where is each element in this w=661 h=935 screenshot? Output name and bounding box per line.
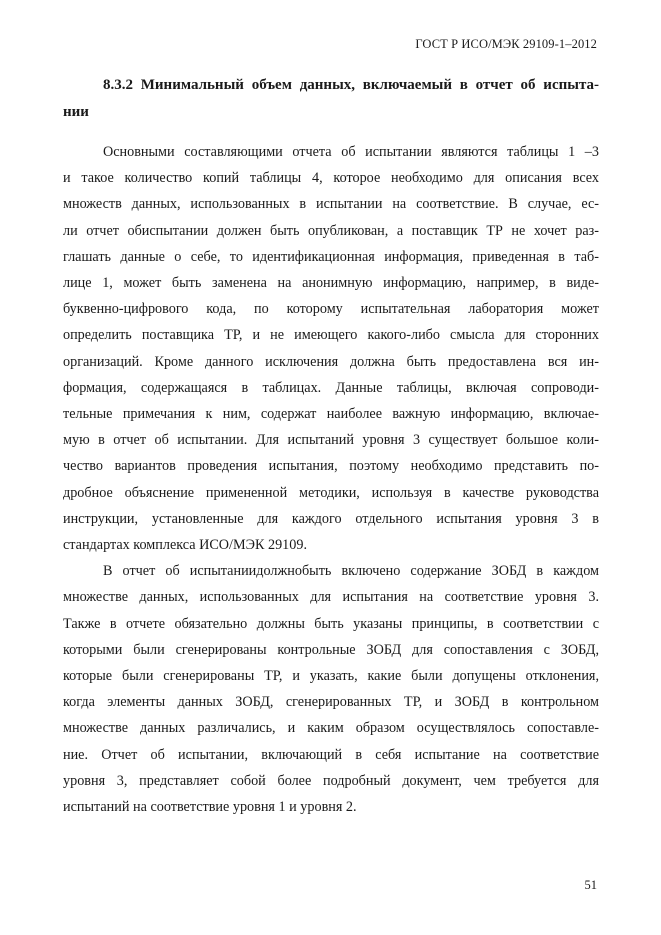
text-line: которыми были сгенерированы контрольные ЗОБД для сопоставления с ЗОБД, [63,641,599,658]
text-line: стандартах комплекса ИСО/МЭК 29109. [63,537,307,554]
text-line: определить поставщика ТР, и не имеющего какого-либо смысла для сторонних [63,327,599,344]
text-line: множестве данных различались, и каким образом осуществлялось сопоставле- [63,720,599,737]
paragraph-2 [63,558,599,820]
body-text [63,139,599,820]
section-heading-line: 8.3.2 Минимальный объем данных, включаемый в отчет об испыта- [103,77,599,93]
text-line: множеств данных, использованных в испытании на соответствие. В случае, ес- [63,196,599,213]
text-line: В отчет об испытаниидолжнобыть включено содержание ЗОБД в каждом [103,563,599,580]
text-line: и такое количество копий таблицы 4, которое необходимо для описания всех [63,170,599,187]
text-line: чество вариантов проведения испытания, поэтому необходимо представить по- [63,458,599,475]
text-line: множестве данных, использованных для испытания на соответствие уровня 3. [63,589,599,606]
section-heading [63,72,599,126]
text-line: буквенно-цифрового кода, по которому испытательная лаборатория может [63,301,599,318]
page-number: 51 [584,878,597,892]
text-line: дробное объяснение примененной методики, используя в качестве руководства [63,484,599,501]
text-line: испытаний на соответствие уровня 1 и уровня 2. [63,799,357,816]
text-line: когда элементы данных ЗОБД, сгенерированных ТР, и ЗОБД в контрольном [63,694,599,711]
text-line: организаций. Кроме данного исключения должна быть предоставлена вся ин- [63,353,599,370]
text-line: ние. Отчет об испытании, включающий в себя испытание на соответствие [63,746,599,763]
text-line: формация, содержащаяся в таблицах. Данные таблицы, включая сопроводи- [63,379,599,396]
text-line: уровня 3, представляет собой более подробный документ, чем требуется для [63,772,599,789]
text-line: Также в отчете обязательно должны быть указаны принципы, в соответствии с [63,615,599,632]
text-line: ли отчет обиспытании должен быть опубликован, а поставщик ТР не хочет раз- [63,222,599,239]
text-line: лице 1, может быть заменена на анонимную информацию, например, в виде- [63,275,599,292]
text-line: мую в отчет об испытании. Для испытаний уровня 3 существует большое коли- [63,432,599,449]
section-heading-line: нии [63,104,89,120]
text-line: глашать данные о себе, то идентификационная информация, приведенная в таб- [63,248,599,265]
text-line: тельные примечания к ним, содержат наиболее важную информацию, включае- [63,406,599,423]
standard-designation: ГОСТ Р ИСО/МЭК 29109-1–2012 [415,37,597,51]
paragraph-1 [63,139,599,558]
text-line: Основными составляющими отчета об испытании являются таблицы 1 –3 [103,144,599,160]
text-line: инструкции, установленные для каждого отдельного испытания уровня 3 в [63,510,599,527]
text-line: которые были сгенерированы ТР, и указать, какие были допущены отклонения, [63,668,599,685]
